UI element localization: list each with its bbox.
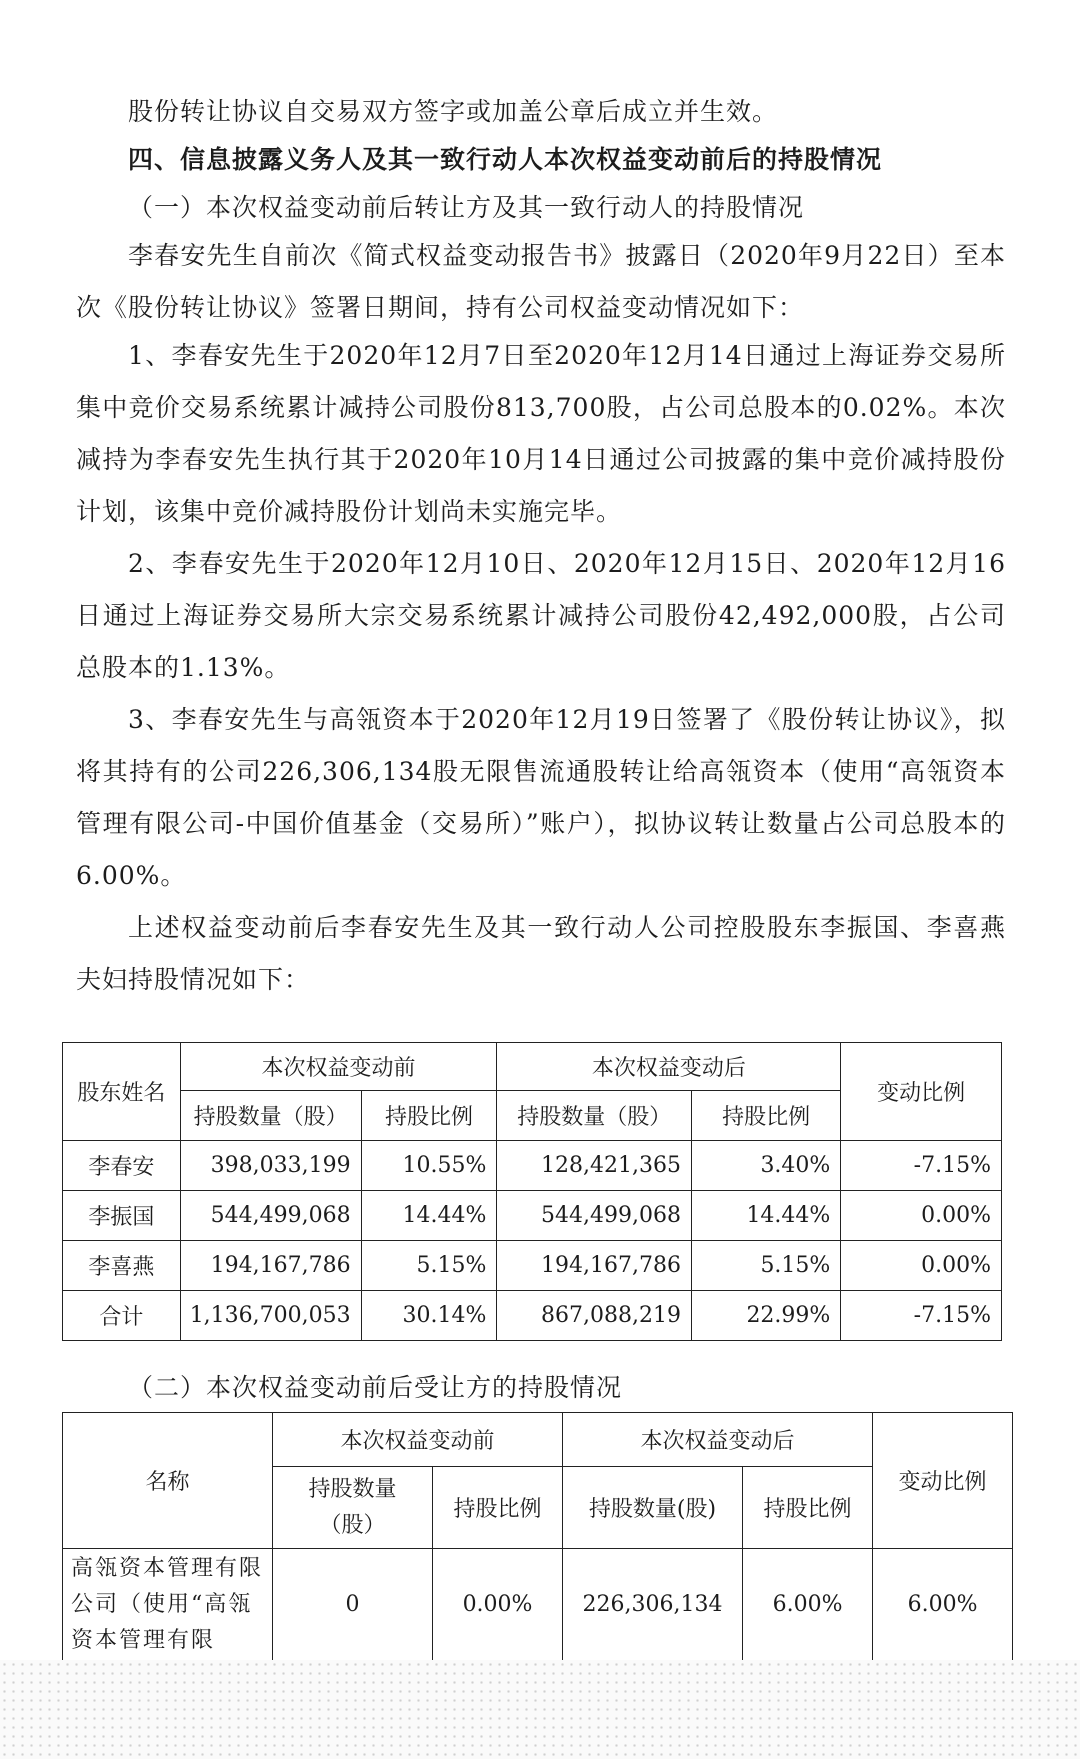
- transferee-holdings-table: [62, 1412, 1013, 1661]
- row-after-ratio: 3.40%: [691, 1141, 840, 1191]
- header-change-ratio: 变动比例: [873, 1413, 1013, 1549]
- header-after-shares: 持股数量（股）: [497, 1091, 692, 1141]
- row-before-ratio: 0.00%: [433, 1549, 563, 1661]
- row-name: 李春安: [63, 1141, 181, 1191]
- row-name: 李喜燕: [63, 1241, 181, 1291]
- header-change-ratio: 变动比例: [841, 1043, 1002, 1141]
- row-after-ratio: 6.00%: [743, 1549, 873, 1661]
- row-after-shares: 128,421,365: [497, 1141, 692, 1191]
- row-before-shares: 0: [273, 1549, 433, 1661]
- header-before-shares: 持股数量（股）: [180, 1091, 361, 1141]
- header-after-ratio: 持股比例: [691, 1091, 840, 1141]
- paragraph-item-1: 1、李春安先生于2020年12月7日至2020年12月14日通过上海证券交易所集中竞价交易系统累计减持公司股份813,700股，占公司总股本的0.02%。本次减持为李春安先生执行其于2020年10月14日通过公司披露的集中竞价减持股份计划，该集中竞价减持股份计划尚未实施完毕。: [76, 341, 1006, 526]
- transferor-holdings-table: [62, 1042, 1002, 1341]
- table-row: [63, 1549, 1013, 1661]
- subsection-heading-1: （一）本次权益变动前后转让方及其一致行动人的持股情况: [128, 193, 805, 222]
- table-row: [63, 1241, 1002, 1291]
- row-after-ratio: 14.44%: [691, 1191, 840, 1241]
- dotted-footer-pattern: [0, 1660, 1080, 1759]
- row-change: 6.00%: [873, 1549, 1013, 1661]
- table-row: [63, 1191, 1002, 1241]
- header-after-change: 本次权益变动后: [497, 1043, 841, 1091]
- row-name: 李振国: [63, 1191, 181, 1241]
- subsection-heading-2: （二）本次权益变动前后受让方的持股情况: [128, 1373, 623, 1402]
- paragraph-summary: 上述权益变动前后李春安先生及其一致行动人公司控股股东李振国、李喜燕夫妇持股情况如下：: [76, 913, 1006, 994]
- header-before-change: 本次权益变动前: [273, 1413, 563, 1467]
- header-shareholder-name: 股东姓名: [63, 1043, 181, 1141]
- row-before-shares: 398,033,199: [180, 1141, 361, 1191]
- row-after-shares: 194,167,786: [497, 1241, 692, 1291]
- row-after-ratio: 5.15%: [691, 1241, 840, 1291]
- row-name: 合计: [63, 1291, 181, 1341]
- header-before-change: 本次权益变动前: [180, 1043, 497, 1091]
- paragraph-intro: 李春安先生自前次《简式权益变动报告书》披露日（2020年9月22日）至本次《股份转让协议》签署日期间，持有公司权益变动情况如下：: [76, 241, 1006, 322]
- row-change: -7.15%: [841, 1141, 1002, 1191]
- header-after-shares: 持股数量(股): [563, 1467, 743, 1549]
- row-change: 0.00%: [841, 1241, 1002, 1291]
- row-after-shares: 544,499,068: [497, 1191, 692, 1241]
- section-heading-4: 四、信息披露义务人及其一致行动人本次权益变动前后的持股情况: [128, 145, 883, 174]
- row-before-ratio: 10.55%: [361, 1141, 497, 1191]
- row-before-shares: 544,499,068: [180, 1191, 361, 1241]
- table-row: [63, 1141, 1002, 1191]
- row-before-ratio: 30.14%: [361, 1291, 497, 1341]
- paragraph-item-2: 2、李春安先生于2020年12月10日、2020年12月15日、2020年12月16日通过上海证券交易所大宗交易系统累计减持公司股份42,492,000股，占公司总股本的1.13%。: [76, 549, 1006, 682]
- row-change: -7.15%: [841, 1291, 1002, 1341]
- row-change: 0.00%: [841, 1191, 1002, 1241]
- table-row-total: [63, 1291, 1002, 1341]
- header-after-change: 本次权益变动后: [563, 1413, 873, 1467]
- header-before-ratio: 持股比例: [433, 1467, 563, 1549]
- row-after-ratio: 22.99%: [691, 1291, 840, 1341]
- header-before-shares: 持股数量（股）: [273, 1467, 433, 1549]
- row-before-shares: 1,136,700,053: [180, 1291, 361, 1341]
- header-before-ratio: 持股比例: [361, 1091, 497, 1141]
- row-name: 高瓴资本管理有限公司（使用“高瓴资本管理有限: [63, 1549, 273, 1661]
- header-name: 名称: [63, 1413, 273, 1549]
- row-after-shares: 867,088,219: [497, 1291, 692, 1341]
- paragraph-agreement-effective: 股份转让协议自交易双方签字或加盖公章后成立并生效。: [128, 97, 779, 126]
- paragraph-item-3: 3、李春安先生与高瓴资本于2020年12月19日签署了《股份转让协议》，拟将其持有的公司226,306,134股无限售流通股转让给高瓴资本（使用“高瓴资本管理有限公司-中国价值基金（交易所）”账户），拟协议转让数量占公司总股本的6.00%。: [76, 705, 1006, 890]
- row-after-shares: 226,306,134: [563, 1549, 743, 1661]
- row-before-ratio: 14.44%: [361, 1191, 497, 1241]
- header-after-ratio: 持股比例: [743, 1467, 873, 1549]
- row-before-ratio: 5.15%: [361, 1241, 497, 1291]
- row-before-shares: 194,167,786: [180, 1241, 361, 1291]
